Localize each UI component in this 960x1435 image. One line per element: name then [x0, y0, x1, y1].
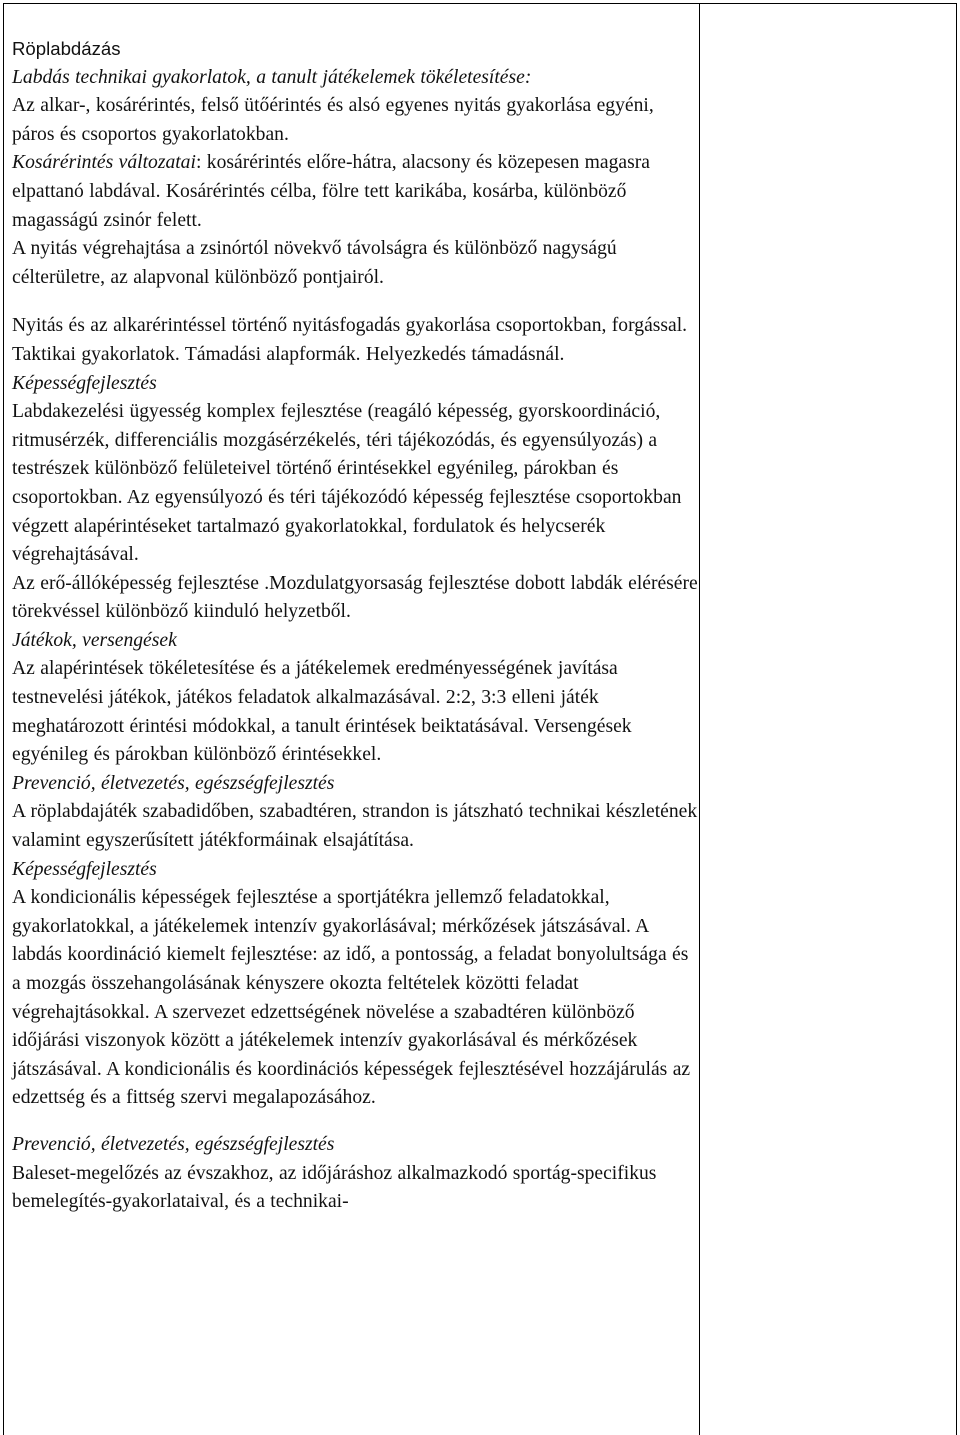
subheading-prevention-1: Prevenció, életvezetés, egészségfejlesztés [12, 772, 335, 794]
subheading-prevention-2: Prevenció, életvezetés, egészségfejlesztés [12, 1133, 335, 1155]
paragraph-basic-touches: Az alkar-, kosárérintés, felső ütőérintés és alsó egyenes nyitás gyakorlása egyéni, páros és csoportos gyakorlatokban. [12, 95, 654, 145]
paragraph-tactical-exercises: Taktikai gyakorlatok. Támadási alapformák. Helyezkedés támadásnál. [12, 343, 565, 365]
paragraph-serve-execution: A nyitás végrehajtása a zsinórtól növekvő távolságra és különböző nagyságú célterületre, az alapvonal különböző pontjairól. [12, 238, 617, 288]
subheading-skill-development-1: Képességfejlesztés [12, 372, 157, 394]
inline-rest-text: : kosárérintés előre-hátra, alacsony és közepesen magasra elpattanó labdával. Kosárérintés célba, fölre tett karikába, kosárba, különböző magasságú zsinór felett. [12, 152, 650, 231]
spacer [12, 1113, 699, 1131]
paragraph-strength-endurance: Az erő-állóképesség fejlesztése .Mozdulatgyorsaság fejlesztése dobott labdák elérésére törekvéssel különböző kiinduló helyzetből. [12, 572, 698, 623]
inline-italic-label: Kosárérintés változatai [12, 152, 196, 174]
paragraph-leisure-volleyball: A röplabdajáték szabadidőben, szabadtéren, strandon is játszható technikai készletének valamint egyszerűsített játékformáinak elsajátítása. [12, 801, 698, 852]
paragraph-injury-prevention: Baleset-megelőzés az évszakhoz, az időjáráshoz alkalmazkodó sportág-specifikus bemelegítés-gyakorlataival, és a technikai- [12, 1162, 657, 1213]
subheading-games-competitions: Játékok, versengések [12, 629, 177, 651]
content-column [4, 4, 700, 1435]
empty-side-column [700, 4, 956, 1435]
document-table [3, 3, 957, 1435]
subheading-technical-exercises: Labdás technikai gyakorlatok, a tanult játékelemek tökéletesítése: [12, 66, 532, 88]
paragraph-serve-reception: Nyitás és az alkarérintéssel történő nyitásfogadás gyakorlása csoportokban, forgással. [12, 315, 688, 337]
paragraph-conditioning: A kondicionális képességek fejlesztése a sportjátékra jellemző feladatokkal, gyakorlatokkal, a játékelemek intenzív gyakorlásával; mérkőzések játszásával. A labdás koordináció kiemelt fejlesztése: az idő, a pontosság, a feladat bonyolultsága és a mozgás összehangolásának kényszere okozta feltételek közötti feladat végrehajtásokkal. A szervezet edzettségének növelése a szabadtéren különböző időjárási viszonyok között a játékelemek intenzív gyakorlásával és mérkőzések játszásával. A kondicionális és koordinációs képességek fejlesztésével hozzájárulás az edzettség és a fittség szervi megalapozásához. [12, 887, 691, 1109]
spacer [12, 292, 699, 312]
paragraph-ball-handling: Labdakezelési ügyesség komplex fejlesztése (reagáló képesség, gyorskoordináció, ritmusérzék, differenciális mozgásérzékelés, téri tájékozódás, és egyensúlyozás) a testrészek különböző felületeivel történő érintésekkel egyénileg, párokban és csoportokban. Az egyensúlyozó és téri tájékozódó képesség fejlesztése csoportokban végzett alapérintéseket tartalmazó gyakorlatokkal, fordulatok és helycserék végrehajtásával. [12, 401, 682, 566]
section-title: Röplabdázás [12, 38, 121, 59]
paragraph-overhead-pass-variations [12, 149, 699, 235]
subheading-skill-development-2: Képességfejlesztés [12, 858, 157, 880]
paragraph-games: Az alapérintések tökéletesítése és a játékelemek eredményességének javítása testnevelési játékok, játékos feladatok alkalmazásával. 2:2, 3:3 elleni játék meghatározott érintési módokkal, a tanult érintések beiktatásával. Versengések egyénileg és párokban különböző érintésekkel. [12, 658, 632, 766]
